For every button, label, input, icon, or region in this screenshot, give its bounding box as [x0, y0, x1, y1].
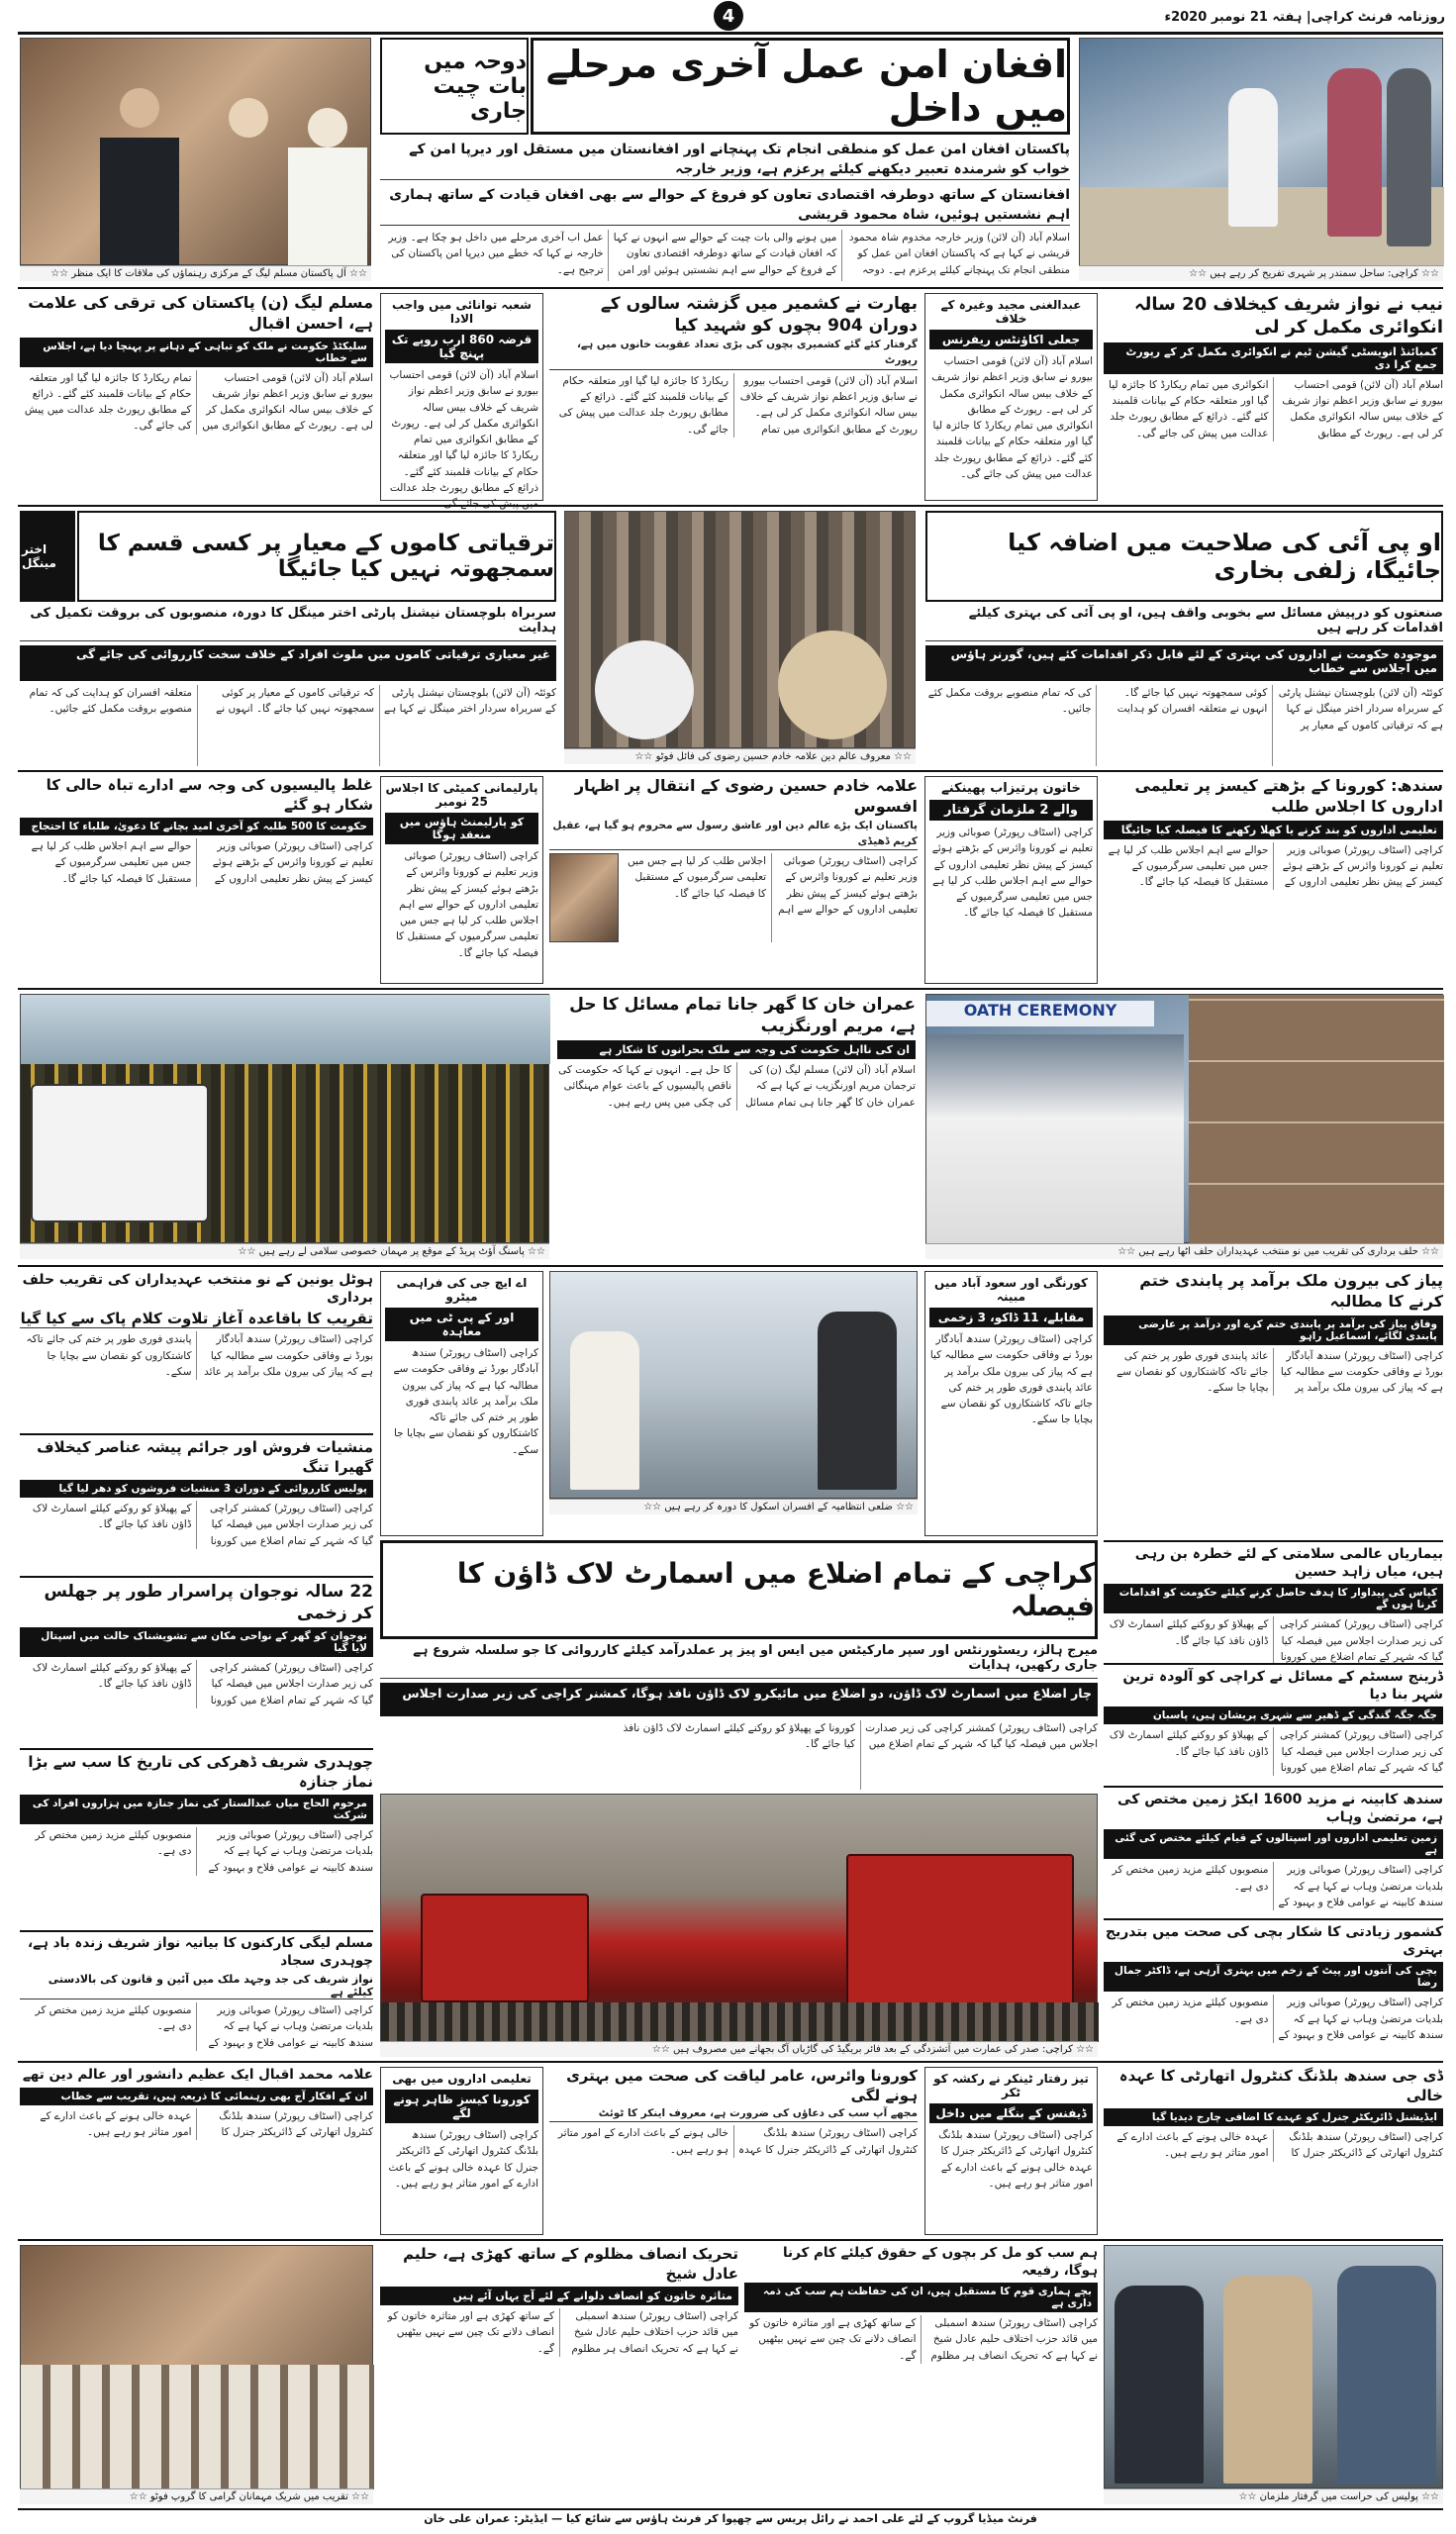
meeting-caption: ☆☆ آل پاکستان مسلم لیگ کے مرکزی رہنماؤں کی ملاقات کا ایک منظر ☆☆ — [20, 265, 371, 281]
row-rule-2 — [18, 505, 1443, 507]
amir-liaquat-headline: کورونا وائرس، عامر لیاقت کی صحت میں بہتری ہونے لگی — [566, 2067, 918, 2104]
pml-body: اسلام آباد (آن لائن) قومی احتساب بیورو نے سابق وزیر اعظم نواز شریف کے خلاف بیس سالہ انکوائری مکمل کر لی ہے۔ رپورٹ کے مطابق انکوائری میں تمام ریکارڈ کا جائزہ لیا گیا اور متعلقہ حکام کے بیانات قلمبند کئے گئے۔ ذرائع کے مطابق رپورٹ جلد عدالت میں پیش کی جائے گی۔ — [24, 371, 373, 433]
korangi-story — [924, 1271, 1098, 1536]
agp-body: کراچی (اسٹاف رپورٹر) سندھ آبادگار بورڈ نے وفاقی حکومت سے مطالبہ کیا ہے کہ پیاز کی بیرون ملک برآمد پر عائد پابندی فوری طور پر ختم کی جائے تاکہ کاشتکاروں کو نقصان سے بچایا جا سکے۔ — [393, 1347, 538, 1456]
drugs-headline: منشیات فروش اور جرائم پیشہ عناصر کیخلاف گھیرا تنگ — [37, 1438, 373, 1476]
onion-subhead: وفاق پیاز کی برآمد پر پابندی ختم کرے اور درآمد پر عارضی پابندی لگائے، اسماعیل راہو — [1104, 1316, 1443, 1345]
rizvi-condolence-subhead: پاکستان ایک بڑے عالم دین اور عاشق رسول سے محروم ہو گیا ہے، عقیل کریم ڈھیڈی — [549, 818, 918, 851]
tahreek-subhead: متاثرہ خاتون کو انصاف دلوانے کے لئے آج یہاں آئے ہیں — [380, 2287, 738, 2305]
children-rights-headline: ہم سب کو مل کر بچوں کے حقوق کیلئے کام کرنا ہوگا، رفیعہ — [782, 2245, 1098, 2279]
zulfi-body: کوئٹہ (آن لائن) بلوچستان نیشنل پارٹی کے سربراہ سردار اختر مینگل نے کہا ہے کہ ترقیاتی کاموں کے معیار پر کوئی سمجھوتہ نہیں کیا جائے گا۔ انہوں نے متعلقہ افسران کو ہدایت کی کہ تمام منصوبے بروقت مکمل کئے جائیں۔ — [927, 687, 1443, 731]
chaudhry-headline: چوہدری شریف ڈھرکی کی تاریخ کا سب سے بڑا نماز جنازہ — [28, 1753, 373, 1791]
nab-story — [1104, 293, 1443, 501]
mengal-body: کوئٹہ (آن لائن) بلوچستان نیشنل پارٹی کے سربراہ سردار اختر مینگل نے کہا ہے کہ ترقیاتی کاموں کے معیار پر کوئی سمجھوتہ نہیں کیا جائے گا۔ انہوں نے متعلقہ افسران کو ہدایت کی کہ تمام منصوبے بروقت مکمل کئے جائیں۔ — [29, 687, 556, 716]
row-rule-3 — [18, 770, 1443, 772]
youth-headline: 22 سالہ نوجوان پراسرار طور پر جھلس کر زخمی — [44, 1582, 373, 1624]
drugs-subhead: پولیس کارروائی کے دوران 3 منشیات فروشوں کو دھر لیا گیا — [20, 1480, 373, 1498]
edu-corona-body: کراچی (اسٹاف رپورٹر) سندھ بلڈنگ کنٹرول اتھارٹی کے ڈائریکٹر جنرل کا عہدہ خالی ہونے کے باعث ادارے کے امور متاثر ہو رہے ہیں۔ — [388, 2129, 538, 2190]
children-rights-body: کراچی (اسٹاف رپورٹر) سندھ اسمبلی میں قائد حزب اختلاف حلیم عادل شیخ نے کہا ہے کہ تحریک انصاف ہر مظلوم کے ساتھ کھڑی ہے اور متاثرہ خاتون کو انصاف دلانے تک چین سے نہیں بیٹھیں گے۔ — [749, 2317, 1098, 2362]
karachi-lockdown-body: کراچی (اسٹاف رپورٹر) کمشنر کراچی کی زیر صدارت اجلاس میں فیصلہ کیا گیا کہ شہر کے تمام اضلاع میں کورونا کے پھیلاؤ کو روکنے کیلئے اسمارٹ لاک ڈاؤن نافذ کیا جائے گا۔ — [623, 1722, 1098, 1751]
rizvi-photo — [564, 511, 916, 748]
acid-subhead: والے 2 ملزمان گرفتار — [929, 800, 1093, 821]
india-subhead: گرفتار کئے گئے کشمیری بچوں کی بڑی تعداد عقوبت خانوں میں ہے، رپورٹ — [549, 337, 918, 370]
tanker-body: کراچی (اسٹاف رپورٹر) سندھ بلڈنگ کنٹرول اتھارٹی کے ڈائریکٹر جنرل کا عہدہ خالی ہونے کے باعث ادارے کے امور متاثر ہو رہے ہیں۔ — [938, 2129, 1093, 2190]
hotel-story — [20, 1271, 373, 1429]
pml-story — [20, 293, 373, 501]
imran-headline: عمران خان کا گھر جانا تمام مسائل کا حل ہے، مریم اورنگزیب — [569, 995, 916, 1037]
arrest-caption: ☆☆ پولیس کی حراست میں گرفتار ملزمان ☆☆ — [1104, 2488, 1443, 2504]
india-story — [549, 293, 918, 501]
youth-story — [20, 1576, 373, 1744]
policy-body: کراچی (اسٹاف رپورٹر) صوبائی وزیر تعلیم نے کورونا وائرس کے بڑھتے ہوئے کیسز کے پیش نظر تعلیمی اداروں کے حوالے سے اہم اجلاس طلب کر لیا ہے جس میں تعلیمی سرگرمیوں کے مستقبل کا فیصلہ کیا جائے گا۔ — [31, 840, 373, 885]
parade-caption: ☆☆ پاسنگ آؤٹ پریڈ کے موقع پر مہمان خصوصی سلامی لے رہے ہیں ☆☆ — [20, 1243, 549, 1259]
chaudhry-story — [20, 1748, 373, 1926]
india-body: اسلام آباد (آن لائن) قومی احتساب بیورو نے سابق وزیر اعظم نواز شریف کے خلاف بیس سالہ انکوائری مکمل کر لی ہے۔ رپورٹ کے مطابق انکوائری میں تمام ریکارڈ کا جائزہ لیا گیا اور متعلقہ حکام کے بیانات قلمبند کئے گئے۔ ذرائع کے مطابق رپورٹ جلد عدالت میں پیش کی جائے گی۔ — [558, 374, 918, 436]
meeting-photo — [20, 38, 371, 265]
iqbal-story — [20, 2067, 373, 2235]
karachi-lockdown-sub-1: میرج ہالز، ریسٹورنٹس اور سپر مارکیٹس میں ایس او پیز پر عملدرآمد کیلئے کارروائی کا جو سلسلہ شروع ہے جاری رکھیں، ہدایات — [380, 1643, 1098, 1679]
kashmore-headline: کشمور زیادتی کا شکار بچی کی صحت میں بتدریج بہتری — [1105, 1924, 1443, 1959]
pml-workers-headline: مسلم لیگی کارکنوں کا بیانیہ نواز شریف زندہ باد ہے، چوہدری سجاد — [28, 1935, 373, 1969]
oath-caption: ☆☆ حلف برداری کی تقریب میں نو منتخب عہدیداران حلف اٹھا رہے ہیں ☆☆ — [925, 1243, 1443, 1259]
onion-body: کراچی (اسٹاف رپورٹر) سندھ آبادگار بورڈ نے وفاقی حکومت سے مطالبہ کیا ہے کہ پیاز کی بیرون ملک برآمد پر عائد پابندی فوری طور پر ختم کی جائے تاکہ کاشتکاروں کو نقصان سے بچایا جا سکے۔ — [1116, 1349, 1443, 1395]
drain-headline: ڈرینج سسٹم کے مسائل نے کراچی کو آلودہ ترین شہر بنا دیا — [1122, 1669, 1443, 1704]
bim-body: کراچی (اسٹاف رپورٹر) کمشنر کراچی کی زیر صدارت اجلاس میں فیصلہ کیا گیا کہ شہر کے تمام اضلاع میں کورونا کے پھیلاؤ کو روکنے کیلئے اسمارٹ لاک ڈاؤن نافذ کیا جائے گا۔ — [1109, 1618, 1443, 1663]
kashmore-body: کراچی (اسٹاف رپورٹر) صوبائی وزیر بلدیات مرتضیٰ وہاب نے کہا ہے کہ سندھ کابینہ نے عوامی فلاح و بہبود کے منصوبوں کیلئے مزید زمین مختص کر دی ہے۔ — [1112, 1997, 1443, 2041]
kashmore-story — [1104, 1918, 1443, 2057]
pml-workers-body: کراچی (اسٹاف رپورٹر) صوبائی وزیر بلدیات مرتضیٰ وہاب نے کہا ہے کہ سندھ کابینہ نے عوامی فلاح و بہبود کے منصوبوں کیلئے مزید زمین مختص کر دی ہے۔ — [35, 2004, 373, 2049]
kashmore-subhead: بچی کی آنتوں اور پیٹ کے زخم میں بہتری آرہی ہے، ڈاکٹر جمال رضا — [1104, 1962, 1443, 1992]
pml-subhead: سلیکٹڈ حکومت نے ملک کو تباہی کے دہانے پر پہنچا دیا ہے، اجلاس سے خطاب — [20, 338, 373, 367]
page-number: 4 — [714, 1, 743, 31]
imran-story — [557, 994, 916, 1259]
tanker-subhead: ڈیفنس کے بنگلے میں داخل — [929, 2103, 1093, 2123]
amir-liaquat-subhead: مجھے آپ سب کی دعاؤں کی ضرورت ہے، معروف اینکر کا ٹوئٹ — [549, 2105, 918, 2122]
energy-headline: شعبہ توانائی میں واجب الادا — [392, 298, 532, 326]
nab-subhead: کمبائنڈ انویسٹی گیشن ٹیم نے انکوائری مکمل کر کے رپورٹ جمع کرا دی — [1104, 342, 1443, 374]
hotel-subhead: تقریب کا باقاعدہ آغاز تلاوت کلام پاک سے کیا گیا — [20, 1310, 373, 1328]
oath-photo — [925, 994, 1443, 1243]
drugs-story — [20, 1433, 373, 1572]
cabinet-story — [1104, 1786, 1443, 1914]
acid-body: کراچی (اسٹاف رپورٹر) صوبائی وزیر تعلیم نے کورونا وائرس کے بڑھتے ہوئے کیسز کے پیش نظر تعلیمی اداروں کے حوالے سے اہم اجلاس طلب کر لیا ہے جس میں تعلیمی سرگرمیوں کے مستقبل کا فیصلہ کیا جائے گا۔ — [931, 827, 1093, 920]
afghan-sub-2: افغانستان کے ساتھ دوطرفہ اقتصادی تعاون کو فروغ کے حوالے سے بھی افغان قیادت کے ساتھ ہماری اہم نشستیں ہوئیں، شاہ محمود قریشی — [380, 186, 1070, 226]
energy-body: اسلام آباد (آن لائن) قومی احتساب بیورو نے سابق وزیر اعظم نواز شریف کے خلاف بیس سالہ انکوائری مکمل کر لی ہے۔ رپورٹ کے مطابق انکوائری میں تمام ریکارڈ کا جائزہ لیا گیا اور متعلقہ حکام کے بیانات قلمبند کئے گئے۔ ذرائع کے مطابق رپورٹ جلد عدالت — [389, 369, 538, 494]
row-rule-4 — [18, 988, 1443, 990]
children-rights-story — [744, 2245, 1098, 2504]
dateline: روزنامہ فرنٹ کراچی| ہفتہ 21 نومبر 2020ء — [1164, 10, 1445, 25]
rizvi-condolence-body: کراچی (اسٹاف رپورٹر) صوبائی وزیر تعلیم نے کورونا وائرس کے بڑھتے ہوئے کیسز کے پیش نظر تعلیمی اداروں کے حوالے سے اہم اجلاس طلب کر لیا ہے جس میں تعلیمی سرگرمیوں کے مستقبل کا فیصلہ کیا جائے گا۔ — [628, 855, 918, 916]
sindh-corona-body: کراچی (اسٹاف رپورٹر) صوبائی وزیر تعلیم نے کورونا وائرس کے بڑھتے ہوئے کیسز کے پیش نظر تعلیمی اداروں کے حوالے سے اہم اجلاس طلب کر لیا ہے جس میں تعلیمی سرگرمیوں کے مستقبل کا فیصلہ کیا جائے گا۔ — [1108, 843, 1443, 889]
hotel-headline: ہوٹل یونین کے نو منتخب عہدیداران کی تقریب حلف برداری — [22, 1272, 373, 1307]
group-photo — [20, 2245, 373, 2488]
iqbal-headline: علامہ محمد اقبال ایک عظیم دانشور اور عالم دین تھے — [22, 2067, 373, 2083]
pml-headline: مسلم لیگ (ن) پاکستان کی ترقی کی علامت ہے، احسن اقبال — [28, 293, 373, 333]
rizvi-photo-caption: ☆☆ معروف عالم دین علامہ خادم حسین رضوی کی فائل فوٹو ☆☆ — [564, 748, 916, 764]
rizvi-condolence-story — [549, 776, 918, 984]
zulfi-banner: او پی آئی کی صلاحیت میں اضافہ کیا جائیگا، زلفی بخاری — [925, 511, 1443, 602]
karachi-lockdown-banner: کراچی کے تمام اضلاع میں اسمارٹ لاک ڈاؤن کا فیصلہ — [380, 1540, 1098, 1639]
acid-story — [924, 776, 1098, 984]
abdul-headline: عبدالغنی مجید وغیرہ کے خلاف — [940, 298, 1082, 326]
energy-story — [380, 293, 543, 501]
afghan-side-headline: دوحہ میں بات چیت جاری — [380, 38, 529, 135]
korangi-subhead: مقابلے، 11 ڈاکو، 3 زخمی — [929, 1308, 1093, 1327]
beach-photo — [1079, 38, 1443, 265]
cabinet-headline: سندھ کابینہ نے مزید 1600 ایکڑ زمین مختص کی ہے، مرتضیٰ وہاب — [1117, 1792, 1443, 1826]
onion-headline: پیاز کی بیرون ملک برآمد پر پابندی ختم کرنے کا مطالبہ — [1139, 1271, 1443, 1311]
agp-subhead: اور کے پی ٹی میں معاہدہ — [385, 1308, 538, 1341]
parade-photo — [20, 994, 549, 1243]
policy-story — [20, 776, 373, 984]
mengal-badge: اختر مینگل — [20, 511, 75, 602]
pml-workers-subhead: نواز شریف کی جد وجہد ملک میں آئین و قانون کی بالادستی کیلئے ہے — [20, 1973, 373, 1999]
children-rights-subhead: بچے ہماری قوم کا مستقبل ہیں، ان کی حفاظت ہم سب کی ذمہ داری ہے — [744, 2283, 1098, 2312]
tahreek-story — [380, 2245, 738, 2504]
agp-story — [380, 1271, 543, 1536]
footer-rule — [18, 2508, 1443, 2510]
abdul-subhead: جعلی اکاؤنٹس ریفرنس — [929, 330, 1093, 349]
drugs-body: کراچی (اسٹاف رپورٹر) کمشنر کراچی کی زیر صدارت اجلاس میں فیصلہ کیا گیا کہ شہر کے تمام اضلاع میں کورونا کے پھیلاؤ کو روکنے کیلئے اسمارٹ لاک ڈاؤن نافذ کیا جائے گا۔ — [32, 1503, 373, 1547]
imran-body: اسلام آباد (آن لائن) مسلم لیگ (ن) کی ترجمان مریم اورنگزیب نے کہا ہے کہ عمران خان کا گھر جانا ہی تمام مسائل کا حل ہے۔ انہوں نے کہا کہ حکومت کی ناقص پالیسیوں کے باعث عوام مہنگائی کی چکی میں پس رہے ہیں۔ — [558, 1064, 916, 1109]
bim-headline: بیماریاں عالمی سلامتی کے لئے خطرہ بن رہی ہیں، میاں زاہد حسین — [1134, 1546, 1443, 1581]
imran-subhead: ان کی نااہل حکومت کی وجہ سے ملک بحرانوں کا شکار ہے — [557, 1040, 916, 1059]
amir-liaquat-body: کراچی (اسٹاف رپورٹر) سندھ بلڈنگ کنٹرول اتھارٹی کے ڈائریکٹر جنرل کا عہدہ خالی ہونے کے باعث ادارے کے امور متاثر ہو رہے ہیں۔ — [557, 2127, 918, 2156]
drain-story — [1104, 1663, 1443, 1782]
pml-workers-story — [20, 1930, 373, 2057]
edu-corona-story — [380, 2067, 543, 2235]
row-rule-1 — [18, 287, 1443, 289]
row-rule-7 — [18, 2239, 1443, 2241]
afghan-main-headline: افغان امن عمل آخری مرحلے میں داخل — [531, 38, 1070, 135]
bim-story — [1104, 1540, 1443, 1663]
iqbal-body: کراچی (اسٹاف رپورٹر) سندھ بلڈنگ کنٹرول اتھارٹی کے ڈائریکٹر جنرل کا عہدہ خالی ہونے کے باعث ادارے کے امور متاثر ہو رہے ہیں۔ — [40, 2109, 373, 2138]
drain-body: کراچی (اسٹاف رپورٹر) کمشنر کراچی کی زیر صدارت اجلاس میں فیصلہ کیا گیا کہ شہر کے تمام اضلاع میں کورونا کے پھیلاؤ کو روکنے کیلئے اسمارٹ لاک ڈاؤن نافذ کیا جائے گا۔ — [1109, 1729, 1443, 1774]
chaudhry-body: کراچی (اسٹاف رپورٹر) صوبائی وزیر بلدیات مرتضیٰ وہاب نے کہا ہے کہ سندھ کابینہ نے عوامی فلاح و بہبود کے منصوبوں کیلئے مزید زمین مختص کر دی ہے۔ — [35, 1829, 373, 1874]
energy-subhead: قرضہ 860 ارب روپے تک پہنچ گیا — [385, 330, 538, 363]
amir-liaquat-story — [549, 2067, 918, 2235]
iqbal-subhead: ان کے افکار آج بھی رہنمائی کا ذریعہ ہیں، تقریب سے خطاب — [20, 2088, 373, 2105]
mengal-sub-2: غیر معیاری ترقیاتی کاموں میں ملوث افراد کے خلاف سخت کارروائی کی جائے گی — [20, 645, 556, 681]
afghan-body: اسلام آباد (آن لائن) وزیر خارجہ مخدوم شاہ محمود قریشی نے کہا ہے کہ پاکستان افغان امن عمل کو منطقی انجام تک پہنچانے کیلئے پرعزم ہے۔ دوحہ میں ہونے والی بات چیت کے حوالے سے انہوں نے کہا کہ افغان قیادت کے ساتھ دوطرفہ اقتصادی تعاون کے فروغ کے حوالے سے اہم نشستیں ہوئیں اور امن عمل اب آخری مرحلے میں داخل ہو چکا ہے۔ وزیر خارجہ نے کہا کہ خطے میں دیرپا امن پاکستان کی ترجیح ہے۔ — [388, 232, 1070, 276]
edu-corona-subhead: کورونا کیسز ظاہر ہونے لگے — [385, 2090, 538, 2123]
sindh-corona-subhead: تعلیمی اداروں کو بند کرنے یا کھلا رکھنے کا فیصلہ کیا جائیگا — [1104, 821, 1443, 839]
youth-subhead: نوجوان کو گھر کے نواحی مکان سے تشویشناک حالت میں اسپتال لایا گیا — [20, 1627, 373, 1657]
onion-story — [1104, 1271, 1443, 1536]
parliament-subhead: کو پارلیمنٹ ہاؤس میں منعقد ہوگا — [385, 813, 538, 844]
karachi-lockdown-sub-2: چار اضلاع میں اسمارٹ لاک ڈاؤن، دو اضلاع میں مائیکرو لاک ڈاؤن نافذ ہوگا، کمشنر کراچی کی زیر صدارت اجلاس — [380, 1683, 1098, 1716]
fire-caption: ☆☆ کراچی: صدر کی عمارت میں آتشزدگی کے بعد فائر بریگیڈ کی گاڑیاں آگ بجھانے میں مصروف ہیں ☆☆ — [380, 2041, 1098, 2057]
parliament-headline: پارلیمانی کمیٹی کا اجلاس 25 نومبر — [385, 781, 538, 809]
chaudhry-subhead: مرحوم الحاج میاں عبدالستار کی نماز جنازہ میں ہزاروں افراد کی شرکت — [20, 1795, 373, 1824]
edu-corona-headline: تعلیمی اداروں میں بھی — [392, 2072, 532, 2086]
arrest-photo — [1104, 2245, 1443, 2488]
rizvi-condolence-headline: علامہ خادم حسین رضوی کے انتقال پر اظہار افسوس — [574, 776, 918, 816]
tanker-headline: تیز رفتار ٹینکر نے رکشہ کو ٹکر — [933, 2072, 1089, 2099]
oath-sign: OATH CEREMONY — [926, 1001, 1154, 1026]
school-visit-caption: ☆☆ ضلعی انتظامیہ کے افسران اسکول کا دورہ کر رہے ہیں ☆☆ — [549, 1499, 918, 1514]
zulfi-sub-1: صنعتوں کو درپیش مسائل سے بخوبی واقف ہیں، او پی آئی کی بہتری کیلئے اقدامات کر رہے ہیں — [925, 606, 1443, 641]
row-rule-5 — [18, 1265, 1443, 1267]
sindh-corona-headline: سندھ: کورونا کے بڑھتے کیسز پر تعلیمی اداروں کا اجلاس طلب — [1134, 776, 1443, 816]
school-visit-photo — [549, 1271, 918, 1499]
nab-body: اسلام آباد (آن لائن) قومی احتساب بیورو نے سابق وزیر اعظم نواز شریف کے خلاف بیس سالہ انکوائری مکمل کر لی ہے۔ رپورٹ کے مطابق انکوائری میں تمام ریکارڈ کا جائزہ لیا گیا اور متعلقہ حکام کے بیانات قلمبند کئے گئے۔ ذرائع کے مطابق رپورٹ جلد عدالت میں پیش کی جائے گی۔ — [1109, 378, 1443, 439]
acid-headline: خاتون پرتیزاب پھینکنے — [941, 781, 1081, 796]
afghan-sub-1: پاکستان افغان امن عمل کو منطقی انجام تک پہنچانے اور افغانستان میں مستقل اور دیرپا امن کے خواب کو شرمندہ تعبیر دیکھنے کیلئے پرعزم ہے، وزیر خارجہ — [380, 141, 1070, 180]
tanker-story — [924, 2067, 1098, 2235]
portrait-photo — [549, 853, 619, 942]
korangi-headline: کورنگی اور سعود آباد میں مبینہ — [934, 1276, 1088, 1304]
sindh-corona-story — [1104, 776, 1443, 984]
beach-caption: ☆☆ کراچی: ساحل سمندر پر شہری تفریح کر رہے ہیں ☆☆ — [1079, 265, 1443, 281]
hotel-body: کراچی (اسٹاف رپورٹر) سندھ آبادگار بورڈ نے وفاقی حکومت سے مطالبہ کیا ہے کہ پیاز کی بیرون ملک برآمد پر عائد پابندی فوری طور پر ختم کی جائے تاکہ کاشتکاروں کو نقصان سے بچایا جا سکے۔ — [26, 1333, 373, 1378]
row-rule-6 — [18, 2061, 1443, 2063]
tahreek-body: کراچی (اسٹاف رپورٹر) سندھ اسمبلی میں قائد حزب اختلاف حلیم عادل شیخ نے کہا ہے کہ تحریک انصاف ہر مظلوم کے ساتھ کھڑی ہے اور متاثرہ خاتون کو انصاف دلانے تک چین سے نہیں بیٹھیں گے۔ — [387, 2310, 738, 2355]
parliament-body: کراچی (اسٹاف رپورٹر) صوبائی وزیر تعلیم نے کورونا وائرس کے بڑھتے ہوئے کیسز کے پیش نظر تعلیمی اداروں کے حوالے سے اہم اجلاس طلب کر لیا ہے جس میں تعلیمی سرگرمیوں کے مستقبل کا فیصلہ کیا جائے گا۔ — [395, 850, 538, 959]
sbca-body: کراچی (اسٹاف رپورٹر) سندھ بلڈنگ کنٹرول اتھارٹی کے ڈائریکٹر جنرل کا عہدہ خالی ہونے کے باعث ادارے کے امور متاثر ہو رہے ہیں۔ — [1116, 2131, 1443, 2160]
agp-headline: اے ایچ جی کی فراہمی میٹرو — [396, 1276, 528, 1304]
abdul-story — [924, 293, 1098, 501]
bim-subhead: کپاس کی پیداوار کا ہدف حاصل کرنے کیلئے حکومت کو اقدامات کرنا ہوں گے — [1104, 1584, 1443, 1613]
fire-photo — [380, 1794, 1098, 2041]
nab-headline: نیب نے نواز شریف کیخلاف 20 سالہ انکوائری مکمل کر لی — [1134, 294, 1443, 339]
sbca-story — [1104, 2067, 1443, 2235]
mengal-sub-1: سربراہ بلوچستان نیشنل پارٹی اختر مینگل کا دورہ، منصوبوں کی بروقت تکمیل کی ہدایت — [20, 606, 556, 641]
cabinet-body: کراچی (اسٹاف رپورٹر) صوبائی وزیر بلدیات مرتضیٰ وہاب نے کہا ہے کہ سندھ کابینہ نے عوامی فلاح و بہبود کے منصوبوں کیلئے مزید زمین مختص کر دی ہے۔ — [1112, 1864, 1443, 1908]
zulfi-sub-2: موجودہ حکومت نے اداروں کی بہتری کے لئے قابل ذکر اقدامات کئے ہیں، گورنر ہاؤس میں اجلاس سے خطاب — [925, 645, 1443, 681]
youth-body: کراچی (اسٹاف رپورٹر) کمشنر کراچی کی زیر صدارت اجلاس میں فیصلہ کیا گیا کہ شہر کے تمام اضلاع میں کورونا کے پھیلاؤ کو روکنے کیلئے اسمارٹ لاک ڈاؤن نافذ کیا جائے گا۔ — [32, 1662, 373, 1706]
mengal-banner: ترقیاتی کاموں کے معیار پر کسی قسم کا سمجھوتہ نہیں کیا جائیگا — [77, 511, 556, 602]
policy-subhead: حکومت کا 500 طلبہ کو آخری امید بچانے کا دعویٰ، طلباء کا احتجاج — [20, 818, 373, 835]
policy-headline: غلط پالیسیوں کی وجہ سے ادارے تباہ حالی کا شکار ہو گئے — [46, 776, 373, 814]
tahreek-headline: تحریک انصاف مظلوم کے ساتھ کھڑی ہے، حلیم عادل شیخ — [403, 2245, 738, 2283]
drain-subhead: جگہ جگہ گندگی کے ڈھیر سے شہری پریشان ہیں، پاسبان — [1104, 1706, 1443, 1724]
imprint-line: فرنٹ میڈیا گروپ کے لئے علی احمد نے رائل پریس سے چھپوا کر فرنٹ ہاؤس سے شائع کیا — ایڈیٹر: عمران علی خان — [424, 2512, 1037, 2525]
korangi-body: کراچی (اسٹاف رپورٹر) سندھ آبادگار بورڈ نے وفاقی حکومت سے مطالبہ کیا ہے کہ پیاز کی بیرون ملک برآمد پر عائد پابندی فوری طور پر ختم کی جائے تاکہ کاشتکاروں کو نقصان سے بچایا جا سکے۔ — [929, 1333, 1093, 1426]
sbca-headline: ڈی جی سندھ بلڈنگ کنٹرول اتھارٹی کا عہدہ خالی — [1118, 2067, 1443, 2104]
sbca-subhead: ایڈیشنل ڈائریکٹر جنرل کو عہدے کا اضافی چارج دیدیا گیا — [1104, 2108, 1443, 2126]
group-photo-caption: ☆☆ تقریب میں شریک مہمانان گرامی کا گروپ فوٹو ☆☆ — [20, 2488, 373, 2504]
header-rule — [18, 32, 1443, 35]
india-headline: بھارت نے کشمیر میں گزشتہ سالوں کے دوران 904 بچوں کو شہید کیا — [600, 294, 918, 337]
abdul-body: اسلام آباد (آن لائن) قومی احتساب بیورو نے سابق وزیر اعظم نواز شریف کے خلاف بیس سالہ انکوائری مکمل کر لی ہے۔ رپورٹ کے مطابق انکوائری میں تمام ریکارڈ کا جائزہ لیا گیا اور متعلقہ حکام کے بیانات قلمبند کئے گئے۔ ذرائع کے مطابق رپورٹ جلد عدالت میں پیش کی جائے گی۔ — [931, 355, 1093, 480]
parliament-story — [380, 776, 543, 984]
cabinet-subhead: زمین تعلیمی اداروں اور اسپتالوں کے قیام کیلئے مختص کی گئی ہے — [1104, 1829, 1443, 1859]
